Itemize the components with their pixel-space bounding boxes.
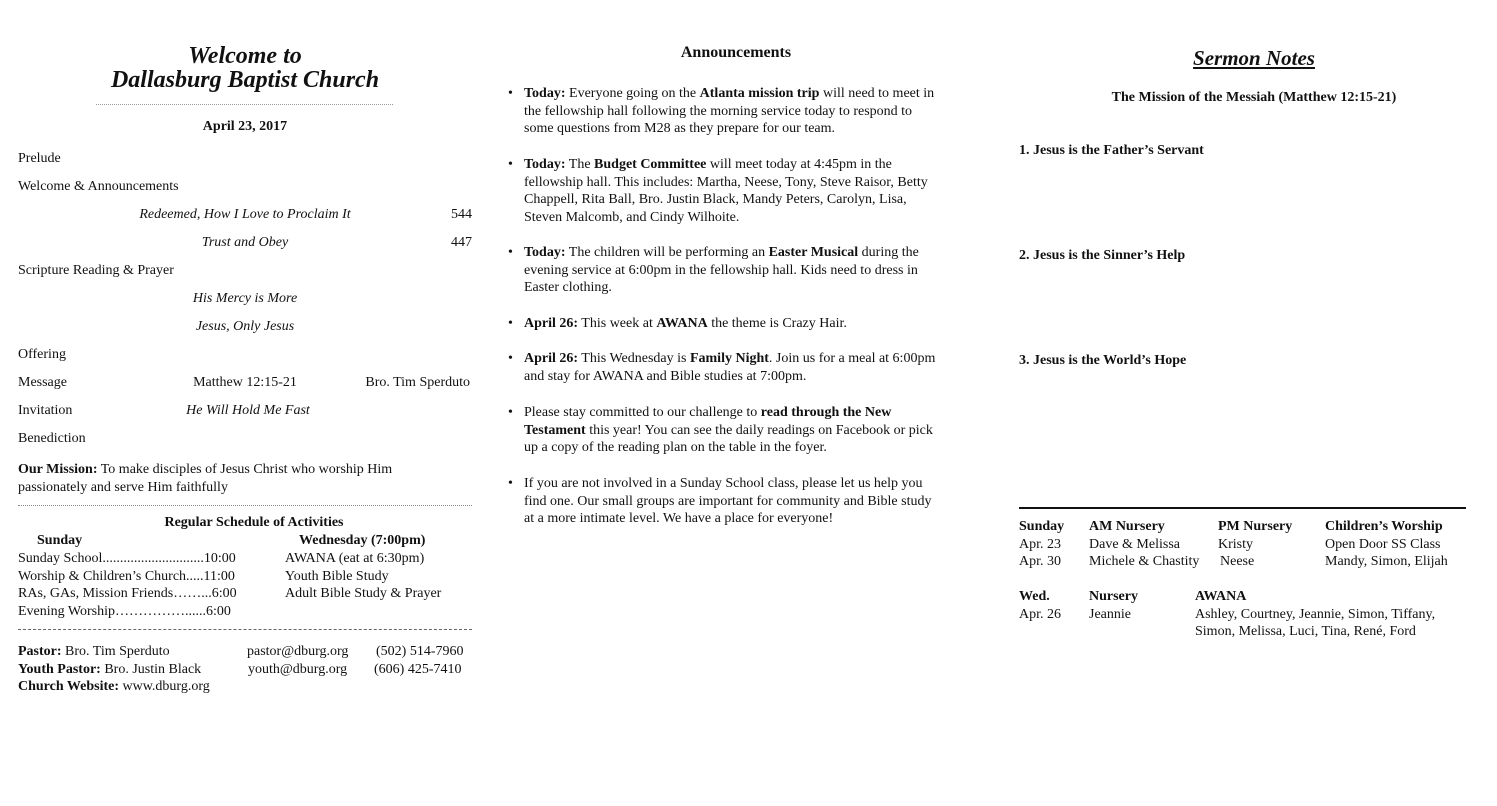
mission-statement <box>18 461 478 496</box>
order-offering: Offering <box>18 347 66 362</box>
nursery-cell: Mandy, Simon, Elijah <box>1325 554 1448 569</box>
announcement-line: and stay for AWANA and Bible studies at 7:00pm. <box>524 368 807 384</box>
announcement-line: some questions from M28 as they prepare for our team. <box>524 121 836 136</box>
pastor-phone: (502) 514-7960 <box>376 644 464 659</box>
wednesday-schedule-item: Youth Bible Study <box>285 568 389 584</box>
mission-text-2: passionately and serve Him faithfully <box>18 479 228 495</box>
announcement-line: evening service at 6:00pm in the fellowship hall. Kids need to dress in <box>524 262 918 278</box>
announcement-text: The children will be performing an <box>565 245 769 260</box>
order-benediction: Benediction <box>18 431 86 446</box>
announcement-line <box>524 244 984 262</box>
announcement-line <box>524 404 984 422</box>
welcome-title <box>20 44 470 92</box>
sermon-subtitle: The Mission of the Messiah (Matthew 12:15-21) <box>1111 90 1397 105</box>
announcement-emphasis: April 26: <box>524 351 579 366</box>
announcement-text: will need to meet in <box>819 86 935 101</box>
nursery-cell: Apr. 23 <box>1019 536 1061 552</box>
youth-pastor-label: Youth Pastor: <box>18 661 101 677</box>
hymn-1: Redeemed, How I Love to Proclaim It <box>139 207 351 222</box>
contact-block <box>18 643 478 696</box>
mission-text-1: To make disciples of Jesus Christ who worship Him <box>100 462 393 477</box>
announcement-line: Steven Malcomb, and Cindy Wilhoite. <box>524 209 740 225</box>
nursery-header-row <box>1019 518 1489 536</box>
announcement-emphasis: Today: <box>524 86 566 101</box>
wednesday-cell: Simon, Melissa, Luci, Tina, René, Ford <box>1195 624 1416 639</box>
wednesday-table <box>1019 588 1489 641</box>
announcement-text: Everyone going on the <box>565 86 700 101</box>
announcement-line: up a copy of the reading plan on the table in the foyer. <box>524 440 827 455</box>
nursery-header-cell: AM Nursery <box>1089 519 1165 534</box>
announcements-list <box>507 85 987 545</box>
nursery-row <box>1019 553 1489 571</box>
wednesday-cell: Ashley, Courtney, Jeannie, Simon, Tiffany, <box>1195 606 1436 622</box>
announcement-line: Easter clothing. <box>524 280 612 295</box>
announcement-text: will meet today at 4:45pm in the <box>706 157 892 172</box>
announcement-line: fellowship hall. This includes: Martha, Neese, Tony, Steve Raisor, Betty <box>524 174 928 190</box>
schedule-wednesday-header: Wednesday (7:00pm) <box>299 533 426 548</box>
announcements-title: Announcements <box>680 44 792 61</box>
announcement-line <box>524 315 984 333</box>
pastor-name: Bro. Tim Sperduto <box>65 644 170 659</box>
nursery-header-cell: PM Nursery <box>1218 519 1293 534</box>
announcement-line: Chappell, Rita Ball, Bro. Justin Black, Mandy Peters, Carolyn, Lisa, <box>524 192 907 207</box>
announcement-emphasis: Testament <box>524 422 586 438</box>
nursery-cell: Apr. 30 <box>1019 554 1061 569</box>
announcement-emphasis: Atlanta mission trip <box>699 86 820 101</box>
pastor-label: Pastor: <box>18 644 62 659</box>
wednesday-schedule-list <box>285 550 475 603</box>
wednesday-header-cell: AWANA <box>1195 589 1247 604</box>
website-label: Church Website: <box>18 679 119 694</box>
announcement-text: Please stay committed to our challenge to <box>524 405 761 420</box>
announcement-emphasis: read through the New <box>760 405 892 420</box>
announcement-line: find one. Our small groups are important for community and Bible study <box>524 493 932 509</box>
announcement-text: . Join us for a meal at 6:00pm <box>768 351 936 366</box>
wednesday-schedule-item: Adult Bible Study & Prayer <box>285 586 442 601</box>
invitation-song: He Will Hold Me Fast <box>186 403 310 418</box>
nursery-header-cell: Children’s Worship <box>1325 519 1443 534</box>
notes-divider <box>1019 507 1466 509</box>
order-scripture: Scripture Reading & Prayer <box>18 263 174 278</box>
nursery-cell: Dave & Melissa <box>1089 536 1180 552</box>
schedule-title: Regular Schedule of Activities <box>164 515 344 530</box>
welcome-line-1: Welcome to <box>188 43 302 69</box>
announcement-line: at a more intimate level. We have a place for everyone! <box>524 511 834 526</box>
wednesday-schedule-item: AWANA (eat at 6:30pm) <box>285 551 425 566</box>
welcome-line-2: Dallasburg Baptist Church <box>110 67 380 93</box>
announcement-line: • If you are not involved in a Sunday School class, please let us help you <box>524 476 923 491</box>
order-invitation: Invitation <box>18 403 73 418</box>
announcement-line <box>524 422 984 440</box>
mission-label: Our Mission: <box>18 462 98 477</box>
announcement-emphasis: AWANA <box>656 316 708 331</box>
hymn-2: Trust and Obey <box>201 235 289 250</box>
wednesday-header-cell: Wed. <box>1019 589 1050 604</box>
announcement-emphasis: April 26: <box>524 316 579 331</box>
announcement-emphasis: Budget Committee <box>594 157 707 172</box>
announcement-line <box>524 156 984 174</box>
announcement-emphasis: Today: <box>524 157 566 172</box>
pastor-email[interactable]: pastor@dburg.org <box>247 644 349 659</box>
sunday-schedule-item: RAs, GAs, Mission Friends……...6:00 <box>18 586 237 601</box>
announcement-text: this year! You can see the daily readings on Facebook or pick <box>585 422 933 438</box>
hymn-2-number: 447 <box>451 235 472 250</box>
announcement-line <box>524 350 984 368</box>
announcement-line: the fellowship hall following the morning service today to respond to <box>524 103 913 119</box>
announcement-text: the theme is Crazy Hair. <box>707 316 847 331</box>
youth-pastor-phone: (606) 425-7410 <box>374 661 462 677</box>
announcement-text: This Wednesday is <box>578 351 690 366</box>
sunday-schedule-list <box>18 550 278 620</box>
announcement-item <box>507 350 984 385</box>
message-reference: Matthew 12:15-21 <box>193 375 297 390</box>
wednesday-cell: Jeannie <box>1089 606 1131 622</box>
announcement-item <box>507 244 984 297</box>
message-speaker: Bro. Tim Sperduto <box>365 375 470 390</box>
sermon-notes-title: Sermon Notes <box>1193 46 1315 70</box>
sunday-schedule-item: Worship & Children’s Church.....11:00 <box>18 568 235 584</box>
order-welcome: Welcome & Announcements <box>18 179 179 194</box>
youth-pastor-email[interactable]: youth@dburg.org <box>248 661 348 677</box>
church-website[interactable]: www.dburg.org <box>122 679 210 694</box>
nursery-cell: Kristy <box>1218 536 1253 552</box>
mission-divider <box>18 505 472 506</box>
nursery-table <box>1019 518 1489 571</box>
hymn-1-number: 544 <box>451 207 472 222</box>
nursery-cell: Neese <box>1220 554 1255 569</box>
title-divider <box>96 104 393 105</box>
order-message: Message <box>18 375 67 390</box>
announcement-text: This week at <box>578 316 657 331</box>
hymn-3: His Mercy is More <box>192 291 298 306</box>
announcement-item <box>507 315 984 333</box>
announcement-emphasis: Easter Musical <box>768 245 859 260</box>
nursery-cell: Open Door SS Class <box>1325 536 1441 552</box>
announcement-text: during the <box>858 245 919 260</box>
wednesday-row-continued <box>1019 623 1489 641</box>
nursery-cell: Michele & Chastity <box>1089 554 1200 569</box>
announcement-line <box>524 85 984 103</box>
announcement-emphasis: Today: <box>524 245 566 260</box>
announcement-item <box>507 404 984 457</box>
sermon-point-1: 1. Jesus is the Father’s Servant <box>1019 143 1204 158</box>
wednesday-header-row <box>1019 588 1489 606</box>
wednesday-cell: Apr. 26 <box>1019 606 1061 622</box>
schedule-divider <box>18 629 472 630</box>
order-prelude: Prelude <box>18 151 61 166</box>
sermon-point-2: 2. Jesus is the Sinner’s Help <box>1019 248 1186 263</box>
wednesday-header-cell: Nursery <box>1089 589 1138 604</box>
announcement-item <box>507 156 984 226</box>
sermon-point-3: 3. Jesus is the World’s Hope <box>1019 353 1187 368</box>
service-date: April 23, 2017 <box>202 119 288 134</box>
sunday-schedule-item: Sunday School.............................10:00 <box>18 551 236 566</box>
announcement-text: The <box>565 157 595 172</box>
announcement-item <box>507 475 984 528</box>
youth-pastor-name: Bro. Justin Black <box>104 661 202 677</box>
sunday-schedule-item: Evening Worship……………......6:00 <box>18 603 231 619</box>
announcement-item <box>507 85 984 138</box>
nursery-header-cell: Sunday <box>1019 519 1065 534</box>
wednesday-row <box>1019 606 1489 624</box>
announcement-emphasis: Family Night <box>689 351 769 366</box>
schedule-sunday-header: Sunday <box>37 533 83 548</box>
hymn-4: Jesus, Only Jesus <box>195 319 295 334</box>
nursery-row <box>1019 536 1489 554</box>
